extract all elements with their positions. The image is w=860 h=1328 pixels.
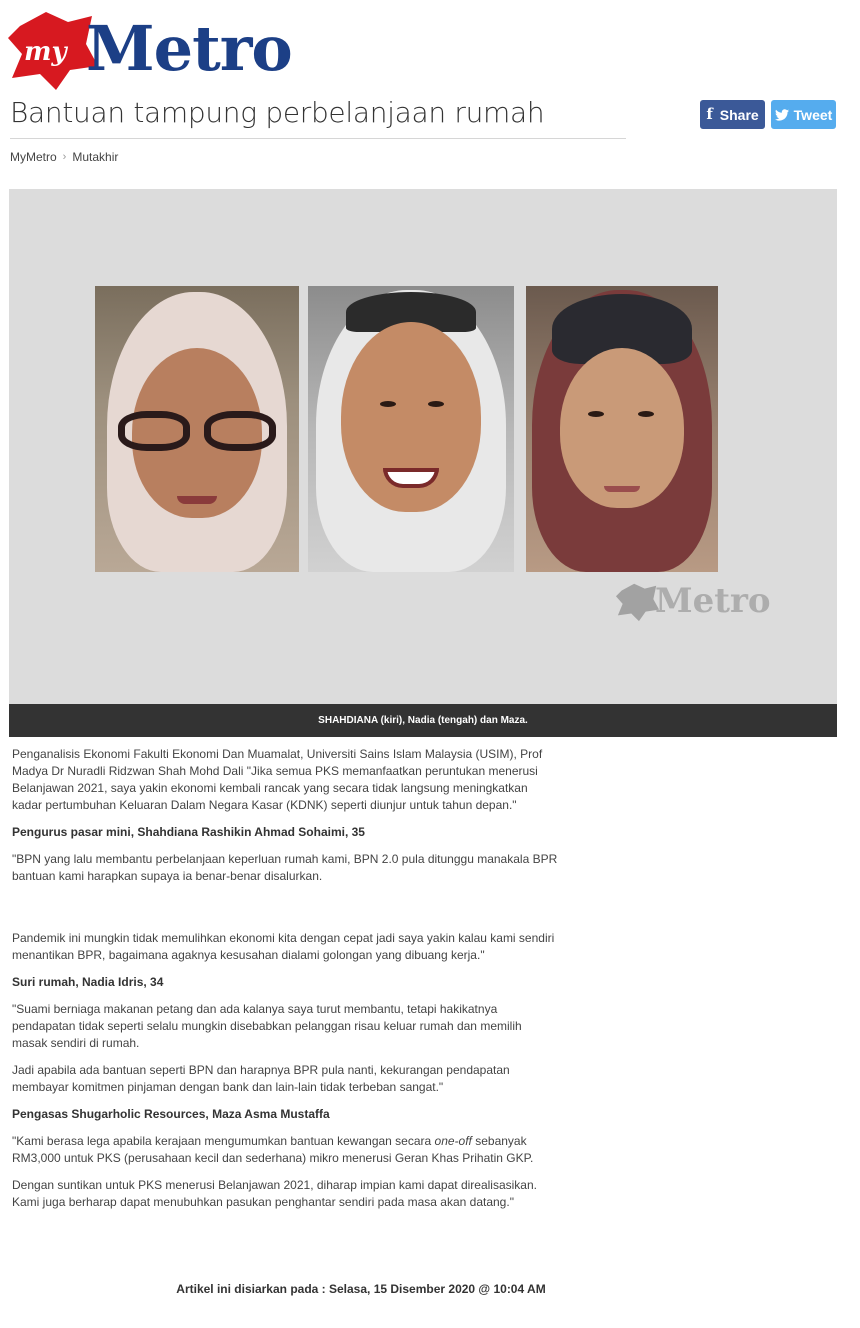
article-subheading: Pengurus pasar mini, Shahdiana Rashikin Ahmad Sohaimi, 35 [12, 825, 365, 839]
article-subheading: Pengasas Shugarholic Resources, Maza Asma Mustaffa [12, 1107, 330, 1121]
article-body [12, 746, 560, 1221]
hero-image [9, 189, 837, 704]
article-subheading: Suri rumah, Nadia Idris, 34 [12, 975, 164, 989]
watermark-text: Metro [655, 581, 771, 621]
chevron-right-icon: › [62, 151, 67, 163]
article-paragraph: "Suami berniaga makanan petang dan ada kalanya saya turut membantu, tetapi hakikatnya pendapatan tidak seperti selalu mungkin disebabkan pelanggan risau keluar rumah dan memilih masak sendiri di rumah. [12, 1002, 522, 1050]
article-paragraph: Dengan suntikan untuk PKS menerusi Belanjawan 2021, diharap impian kami dapat direalisasikan. Kami juga berharap dapat menubuhkan pasukan penghantar sendiri pada masa akan datang." [12, 1178, 537, 1209]
twitter-tweet-button[interactable] [771, 100, 836, 129]
breadcrumb [10, 150, 118, 164]
article-paragraph [12, 1133, 560, 1167]
breadcrumb-mymetro[interactable]: MyMetro [10, 150, 57, 164]
logo-text: Metro [86, 12, 292, 85]
portrait-photo-right [526, 286, 718, 572]
twitter-icon [775, 109, 789, 121]
article-paragraph: "BPN yang lalu membantu perbelanjaan keperluan rumah kami, BPN 2.0 pula ditunggu manakala BPR bantuan kami harapkan supaya ia benar-benar disalurkan. [12, 852, 558, 883]
published-date: Artikel ini disiarkan pada : Selasa, 15 Disember 2020 @ 10:04 AM [176, 1282, 546, 1296]
paragraph-text: "Kami berasa lega apabila kerajaan mengumumkan bantuan kewangan secara [12, 1134, 435, 1148]
article-paragraph: Pandemik ini mungkin tidak memulihkan ekonomi kita dengan cepat jadi saya yakin kalau kami sendiri menantikan BPR, bagaimana agaknya kesusahan dialami golongan yang dibuang kerja." [12, 931, 555, 962]
breadcrumb-mutakhir[interactable]: Mutakhir [72, 150, 119, 164]
site-logo[interactable] [6, 8, 306, 92]
facebook-icon: f [706, 105, 713, 123]
image-caption: SHAHDIANA (kiri), Nadia (tengah) dan Maza. [9, 704, 837, 737]
logo-my-text: my [24, 37, 67, 67]
article-paragraph: Penganalisis Ekonomi Fakulti Ekonomi Dan Muamalat, Universiti Sains Islam Malaysia (USIM), Prof Madya Dr Nuradli Ridzwan Shah Mohd Dali "Jika semua PKS memanfaatkan peruntukan menerusi Belanjawan 2021, saya yakin ekonomi kembali rancak yang secara tidak langsung meningkatkan kadar pertumbuhan Keluaran Dalam Negara Kasar (KDNK) seperti diunjur untuk tahun depan." [12, 747, 543, 812]
portrait-photo-middle [308, 286, 514, 572]
watermark-logo [621, 581, 771, 621]
emphasis-text: one-off [434, 1134, 472, 1148]
page-title: Bantuan tampung perbelanjaan rumah [10, 96, 545, 129]
facebook-share-button[interactable] [700, 100, 765, 129]
share-label: Share [719, 106, 759, 123]
paragraph-text: sebanyak RM3,000 untuk PKS (perusahaan kecil dan sederhana) mikro menerusi Geran Khas Prihatin GKP. [12, 1134, 534, 1165]
watermark-mark [615, 579, 661, 625]
title-divider [10, 138, 626, 139]
tweet-label: Tweet [793, 106, 833, 123]
portrait-photo-left [95, 286, 299, 572]
article-paragraph: Jadi apabila ada bantuan seperti BPN dan harapnya BPR pula nanti, kekurangan pendapatan membayar komitmen pinjaman dengan bank dan lain-lain tidak terbeban sangat." [12, 1063, 510, 1094]
